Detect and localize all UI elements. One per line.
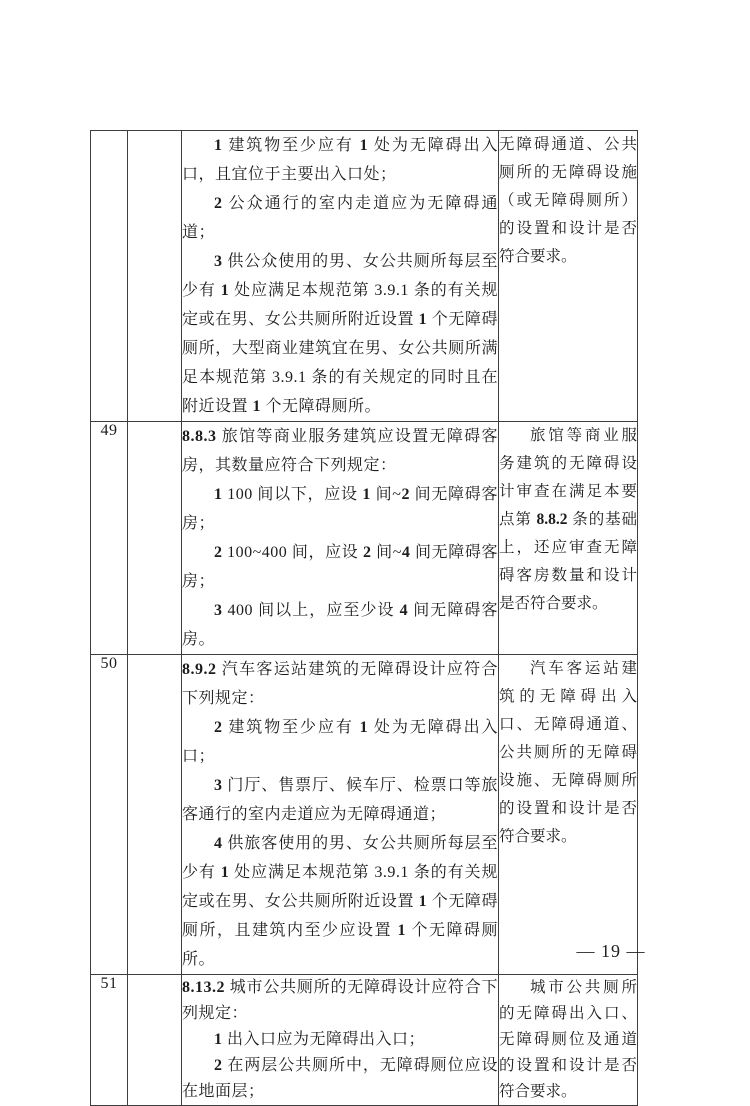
clause-cell: 1 建筑物至少应有 1 处为无障碍出入口，且宜位于主要出入口处； 2 公众通行的室内走道应为无障碍通道； 3 供公众使用的男、女公共厕所每层至少有 1 处应满足本规范第 3.9.1 条的有关规定或在男、女公共厕所附近设置 1 个无障碍厕所，大型商业建筑宜在男、女公共厕所满足本规范第 3.9.1 条的有关规定的同时且在附近设置 1 个无障碍厕所。 — [182, 131, 499, 422]
review-cell: 汽车客运站建筑的无障碍出入口、无障碍通道、公共厕所的无障碍设施、无障碍厕所的设置和设计是否符合要求。 — [499, 655, 638, 975]
row-number: 49 — [91, 422, 128, 655]
row-number: 51 — [91, 975, 128, 1106]
spacer-cell — [128, 131, 182, 422]
review-cell: 旅馆等商业服务建筑的无障碍设计审查在满足本要点第 8.8.2 条的基础上，还应审查无障碍客房数量和设计是否符合要求。 — [499, 422, 638, 655]
clause-cell: 8.13.2 城市公共厕所的无障碍设计应符合下列规定： 1 出入口应为无障碍出入口； 2 在两层公共厕所中，无障碍厕位应设在地面层； — [182, 975, 499, 1106]
spacer-cell — [128, 975, 182, 1106]
review-cell: 无障碍通道、公共厕所的无障碍设施（或无障碍厕所）的设置和设计是否符合要求。 — [499, 131, 638, 422]
table-row — [91, 975, 638, 1106]
table-row — [91, 422, 638, 655]
spacer-cell — [128, 655, 182, 975]
table-row — [91, 655, 638, 975]
table-row — [91, 131, 638, 422]
row-number — [91, 131, 128, 422]
review-cell: 城市公共厕所的无障碍出入口、无障碍厕位及通道的设置和设计是否符合要求。 — [499, 975, 638, 1106]
spacer-cell — [128, 422, 182, 655]
clause-cell: 8.9.2 汽车客运站建筑的无障碍设计应符合下列规定： 2 建筑物至少应有 1 处为无障碍出入口； 3 门厅、售票厅、候车厅、检票口等旅客通行的室内走道应为无障碍通道； 4 供旅客使用的男、女公共厕所每层至少有 1 处应满足本规范第 3.9.1 条的有关规定或在男、女公共厕所附近设置 1 个无障碍厕所，且建筑内至少应设置 1 个无障碍厕所。 — [182, 655, 499, 975]
clause-cell: 8.8.3 旅馆等商业服务建筑应设置无障碍客房，其数量应符合下列规定： 1 100 间以下，应设 1 间~2 间无障碍客房； 2 100~400 间，应设 2 间~4 间无障碍客房； 3 400 间以上，应至少设 4 间无障碍客房。 — [182, 422, 499, 655]
row-number: 50 — [91, 655, 128, 975]
page-number: — 19 — — [576, 941, 646, 961]
